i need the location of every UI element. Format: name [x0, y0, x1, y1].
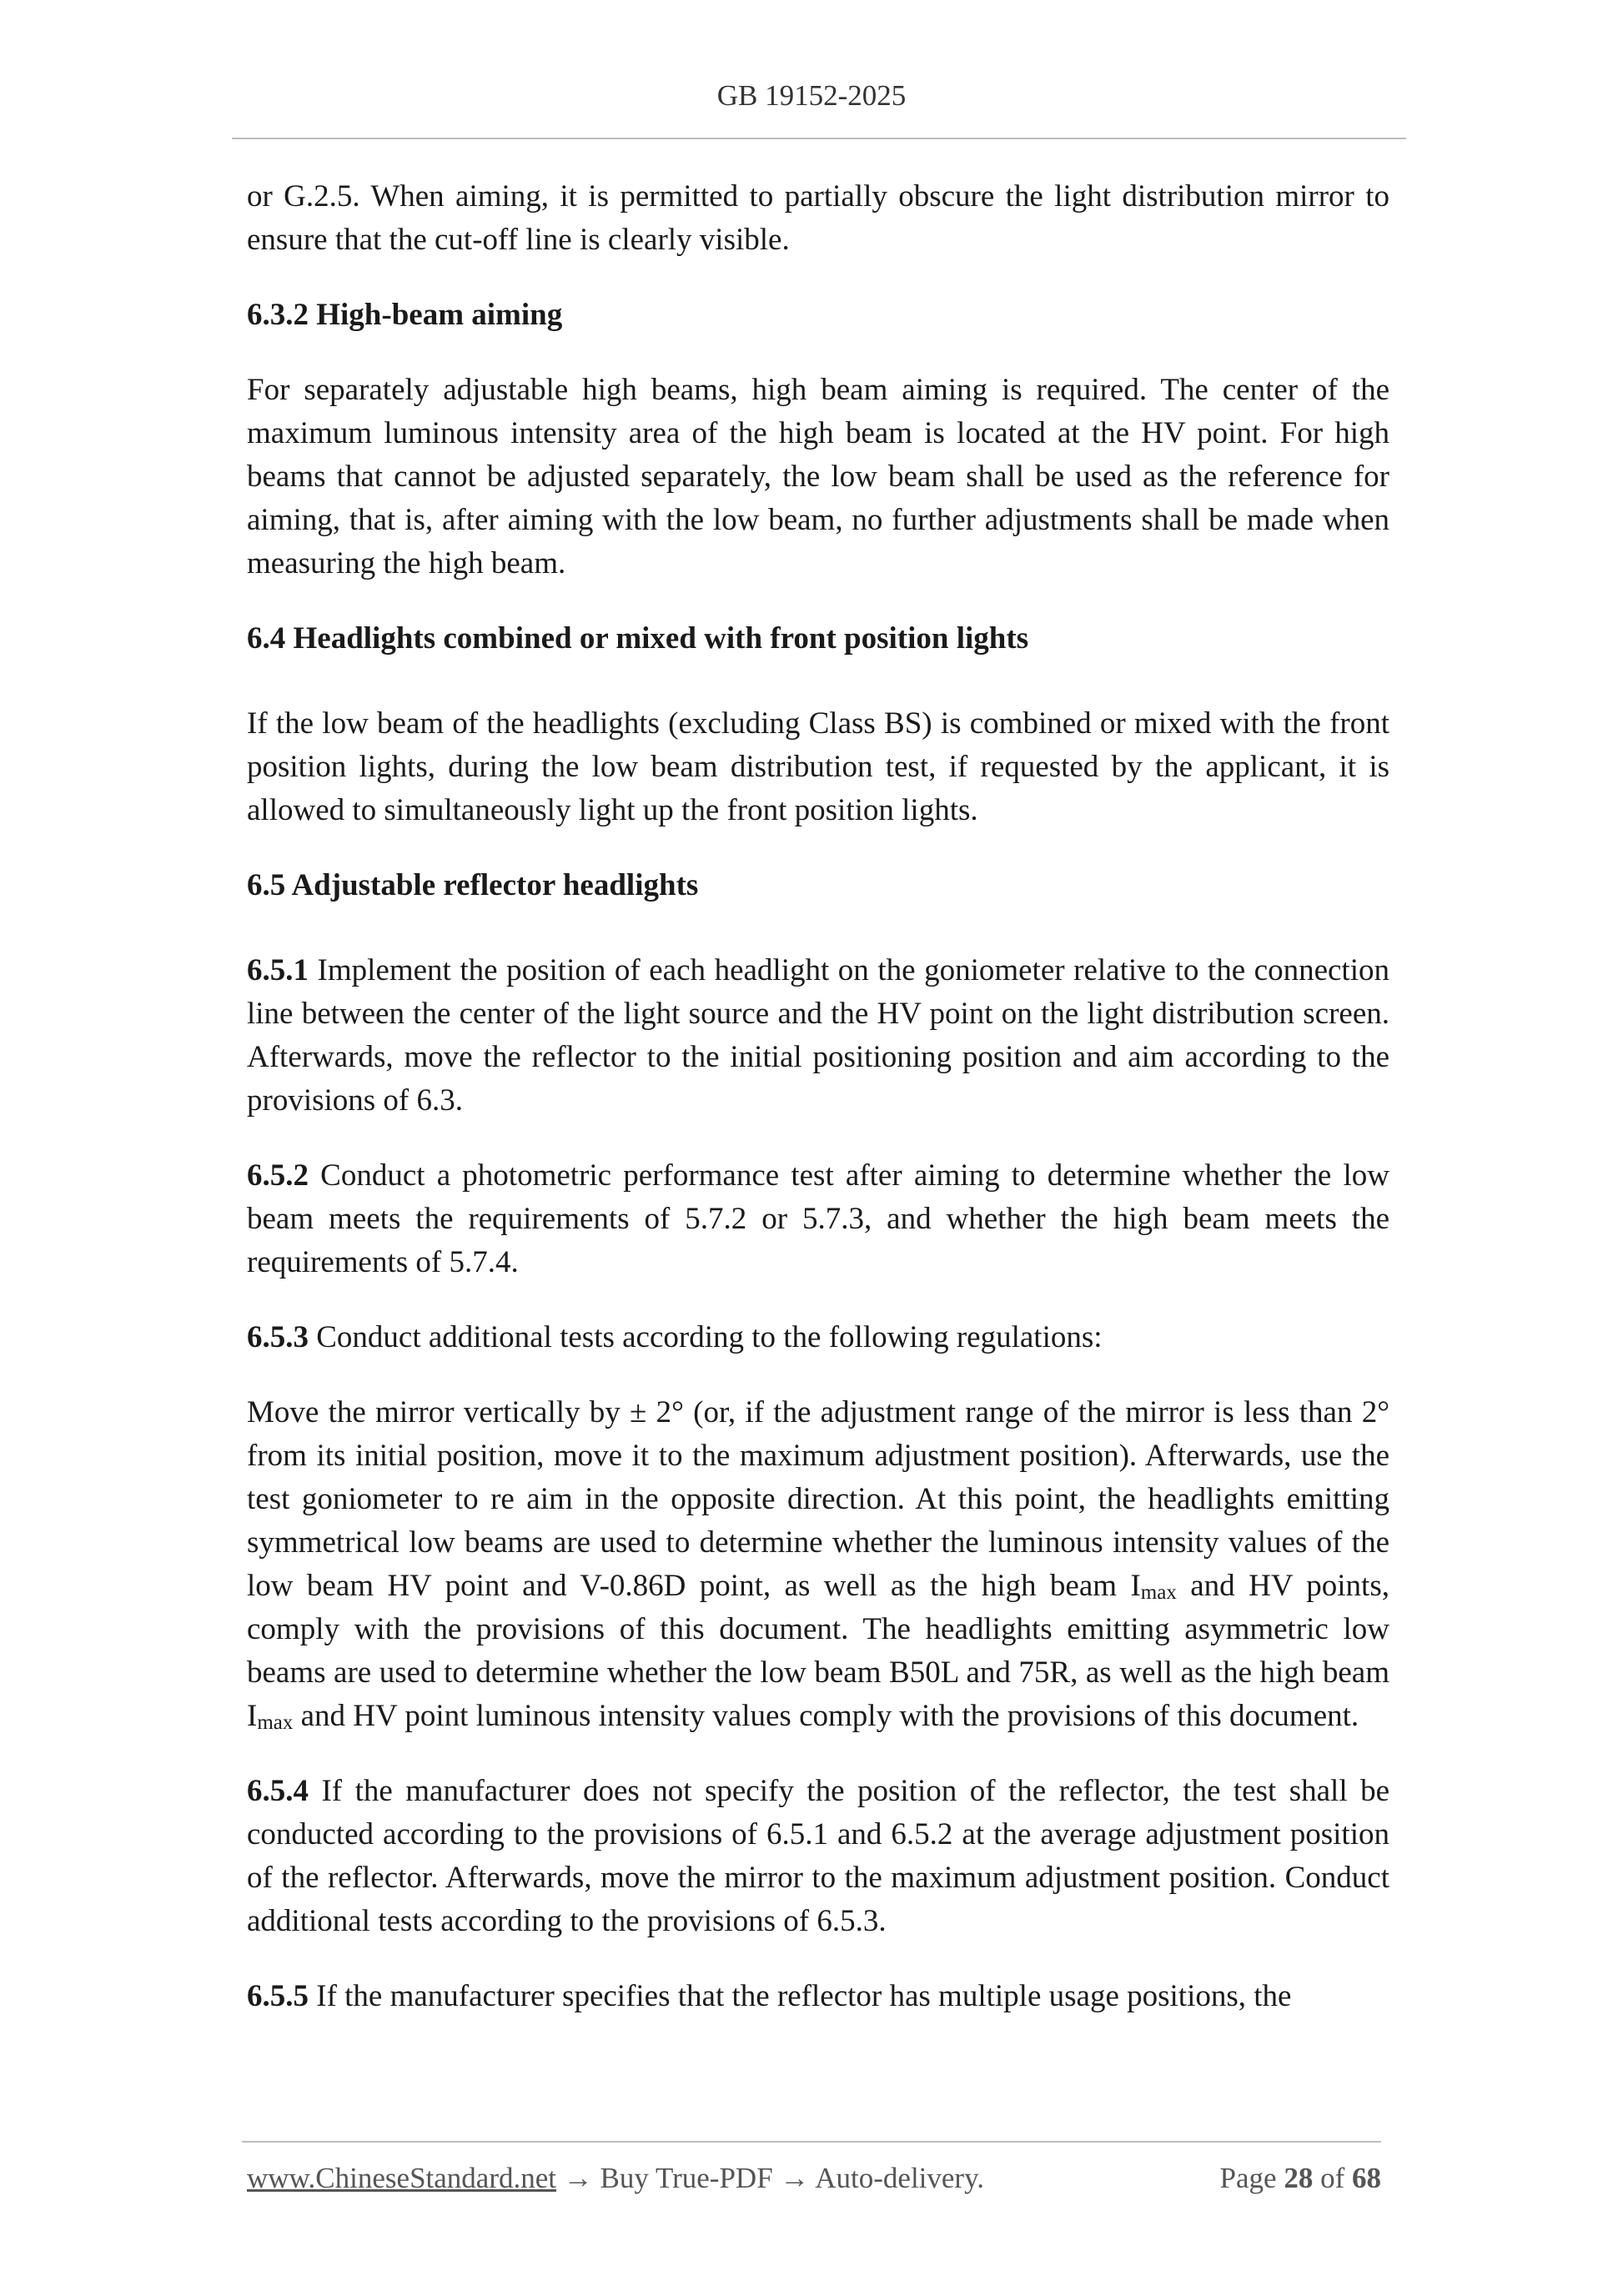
clause-number: 6.5.5	[247, 1979, 309, 2013]
clause-number: 6.5.1	[247, 953, 309, 987]
paragraph-6-3-2: For separately adjustable high beams, high beam aiming is required. The center of the maximum luminous intensity area of the high beam is located at the HV point. For high beams that cannot be adjusted separately, the low beam shall be used as the reference for aiming, that is, after aiming with the low beam, no further adjustments shall be made when measuring the high beam.	[247, 373, 1389, 580]
clause-text: If the manufacturer specifies that the reflector has multiple usage positions, the	[309, 1979, 1292, 2013]
paragraph-continuation: or G.2.5. When aiming, it is permitted to partially obscure the light distribution mirror to ensure that the cut-off line is clearly visible.	[247, 179, 1389, 257]
arrow-right-icon: →	[780, 2162, 810, 2194]
text-segment: and HV points, comply with the provisions of this document. The headlights emitting asymmetric low beams are used to determine whether the low beam B50L and 75R, as well as the high beam I	[247, 1569, 1389, 1733]
heading-6-5: 6.5 Adjustable reflector headlights	[247, 868, 699, 902]
footer-divider	[242, 2141, 1381, 2143]
clause-text: Conduct additional tests according to the following regulations:	[309, 1320, 1103, 1354]
subscript-max: max	[257, 1711, 294, 1734]
paragraph-6-5-5	[247, 1975, 1389, 2018]
clause-text: Implement the position of each headlight on the goniometer relative to the connection line between the center of the light source and the HV point on the light distribution screen. Afterwards, move the reflector to the initial positioning position and aim according to the provisions of 6.3.	[247, 953, 1389, 1118]
clause-text: Conduct a photometric performance test after aiming to determine whether the low beam meets the requirements of 5.7.2 or 5.7.3, and whether the high beam meets the requirements of 5.7.4.	[247, 1158, 1389, 1279]
header-divider	[232, 138, 1406, 139]
of-label: of	[1320, 2162, 1345, 2194]
clause-number: 6.5.2	[247, 1158, 309, 1193]
document-header: GB 19152-2025	[716, 79, 907, 112]
footer-promo	[247, 2162, 984, 2195]
text-segment: Move the mirror vertically by ± 2° (or, if the adjustment range of the mirror is less than 2° from its initial position, move it to the maximum adjustment position). Afterwards, use the test goniometer to re aim in the opposite direction. At this point, the headlights emitting symmetrical low beams are used to determine whether the luminous intensity values of the low beam HV point and V-0.86D point, as well as the high beam I	[247, 1395, 1389, 1603]
paragraph-additional-tests	[247, 1391, 1389, 1738]
paragraph-6-5-4	[247, 1770, 1389, 1943]
clause-text: If the manufacturer does not specify the position of the reflector, the test shall be conducted according to the provisions of 6.5.1 and 6.5.2 at the average adjustment position of the reflector. Afterwards, move the mirror to the maximum adjustment position. Conduct additional tests according to the provisions of 6.5.3.	[247, 1774, 1389, 1938]
website-link[interactable]: www.ChineseStandard.net	[247, 2162, 556, 2194]
paragraph-6-5-2	[247, 1154, 1389, 1284]
clause-number: 6.5.3	[247, 1320, 309, 1354]
buy-true-pdf-text: Buy True-PDF	[600, 2162, 773, 2194]
total-page-count: 68	[1352, 2162, 1381, 2194]
paragraph-6-4: If the low beam of the headlights (excluding Class BS) is combined or mixed with the front position lights, during the low beam distribution test, if requested by the applicant, it is allowed to simultaneously light up the front position lights.	[247, 706, 1389, 827]
auto-delivery-text: Auto-delivery.	[815, 2162, 985, 2194]
subscript-max: max	[1140, 1581, 1177, 1604]
clause-number: 6.5.4	[247, 1774, 309, 1808]
paragraph-6-5-3	[247, 1316, 1389, 1359]
page-indicator	[1220, 2162, 1381, 2195]
document-body	[247, 175, 1389, 2050]
arrow-right-icon: →	[563, 2162, 593, 2194]
heading-6-4: 6.4 Headlights combined or mixed with front position lights	[247, 621, 1029, 656]
heading-6-3-2: 6.3.2 High-beam aiming	[247, 298, 563, 332]
page-label: Page	[1219, 2162, 1277, 2194]
text-segment: and HV point luminous intensity values comply with the provisions of this document.	[293, 1699, 1359, 1733]
current-page-number: 28	[1284, 2162, 1314, 2194]
paragraph-6-5-1	[247, 949, 1389, 1123]
